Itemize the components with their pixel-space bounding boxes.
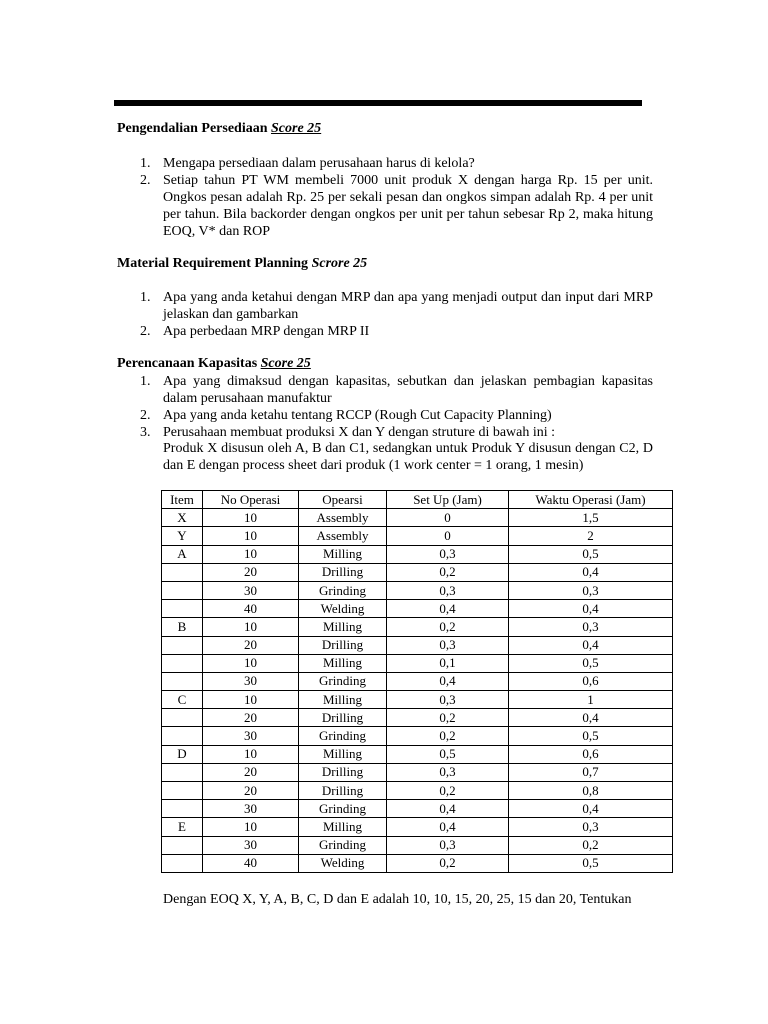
cell-operation: Drilling	[299, 709, 387, 727]
header-setup-time: Set Up (Jam)	[387, 491, 509, 509]
question-item	[117, 289, 653, 323]
table-row	[162, 800, 673, 818]
section-heading-mrp	[117, 256, 367, 272]
table-row	[162, 727, 673, 745]
cell-operation-number: 30	[203, 727, 299, 745]
table-row	[162, 636, 673, 654]
cell-setup-time: 0,4	[387, 818, 509, 836]
cell-item	[162, 763, 203, 781]
cell-item	[162, 800, 203, 818]
question-number: 2.	[140, 324, 151, 339]
cell-operation-time: 0,4	[509, 636, 673, 654]
question-item	[117, 407, 653, 424]
table-row	[162, 691, 673, 709]
cell-item: X	[162, 509, 203, 527]
question-item	[117, 155, 653, 172]
closing-text: Dengan EOQ X, Y, A, B, C, D dan E adalah 10, 10, 15, 20, 25, 15 dan 20, Tentukan	[163, 892, 632, 907]
cell-setup-time: 0,3	[387, 836, 509, 854]
table-row	[162, 545, 673, 563]
cell-operation-number: 20	[203, 709, 299, 727]
cell-setup-time: 0,1	[387, 654, 509, 672]
table-row	[162, 509, 673, 527]
cell-operation-number: 30	[203, 836, 299, 854]
cell-operation-time: 0,4	[509, 709, 673, 727]
question-item	[117, 172, 653, 240]
section-score: Scrore 25	[311, 256, 368, 271]
question-text: Apa yang anda ketahu tentang RCCP (Rough Cut Capacity Planning)	[163, 408, 552, 423]
cell-item: C	[162, 691, 203, 709]
question-item	[117, 424, 653, 441]
cell-setup-time: 0,3	[387, 691, 509, 709]
cell-operation: Milling	[299, 818, 387, 836]
cell-operation-time: 0,7	[509, 763, 673, 781]
cell-operation-time: 0,3	[509, 618, 673, 636]
cell-operation-number: 10	[203, 745, 299, 763]
cell-operation-time: 0,3	[509, 581, 673, 599]
table-row	[162, 782, 673, 800]
cell-operation: Grinding	[299, 581, 387, 599]
cell-item	[162, 854, 203, 872]
cell-operation-time: 0,4	[509, 800, 673, 818]
cell-operation-time: 1,5	[509, 509, 673, 527]
cell-operation: Milling	[299, 691, 387, 709]
cell-operation-number: 30	[203, 672, 299, 690]
cell-operation-time: 0,4	[509, 600, 673, 618]
cell-operation-number: 20	[203, 563, 299, 581]
table-row	[162, 563, 673, 581]
cell-operation: Milling	[299, 745, 387, 763]
table-row	[162, 854, 673, 872]
cell-operation: Milling	[299, 618, 387, 636]
top-rule	[114, 100, 642, 106]
cell-operation: Milling	[299, 654, 387, 672]
cell-operation: Welding	[299, 854, 387, 872]
table-row	[162, 672, 673, 690]
process-description: Produk X disusun oleh A, B dan C1, sedangkan untuk Produk Y disusun dengan C2, D dan E dengan process sheet dari produk (1 work center = 1 orang, 1 mesin)	[163, 441, 653, 473]
cell-setup-time: 0,2	[387, 782, 509, 800]
question-number: 2.	[140, 408, 151, 423]
question-number: 2.	[140, 173, 151, 188]
cell-operation-time: 0,5	[509, 545, 673, 563]
section-title: Pengendalian Persediaan	[117, 121, 268, 136]
cell-operation-time: 0,5	[509, 727, 673, 745]
cell-setup-time: 0,3	[387, 763, 509, 781]
cell-setup-time: 0,4	[387, 600, 509, 618]
section-heading-capacity	[117, 356, 311, 372]
question-text: Setiap tahun PT WM membeli 7000 unit produk X dengan harga Rp. 15 per unit. Ongkos pesan adalah Rp. 25 per sekali pesan dan ongkos simpan adalah Rp. 4 per unit per tahun. Bila backorder dengan ongkos per unit per tahun sebesar Rp 2, maka hitung EOQ, V* dan ROP	[163, 173, 653, 239]
cell-operation-time: 0,3	[509, 818, 673, 836]
cell-setup-time: 0,2	[387, 709, 509, 727]
question-text: Apa yang dimaksud dengan kapasitas, sebutkan dan jelaskan pembagian kapasitas dalam perusahaan manufaktur	[163, 374, 653, 406]
cell-setup-time: 0,3	[387, 545, 509, 563]
cell-operation: Grinding	[299, 836, 387, 854]
cell-operation-number: 20	[203, 782, 299, 800]
cell-item: A	[162, 545, 203, 563]
cell-operation-number: 10	[203, 545, 299, 563]
cell-item	[162, 727, 203, 745]
cell-operation-time: 2	[509, 527, 673, 545]
cell-operation: Milling	[299, 545, 387, 563]
cell-operation: Assembly	[299, 509, 387, 527]
cell-operation: Drilling	[299, 563, 387, 581]
cell-operation: Drilling	[299, 636, 387, 654]
cell-operation-number: 10	[203, 691, 299, 709]
cell-operation: Grinding	[299, 672, 387, 690]
cell-operation-number: 10	[203, 618, 299, 636]
question-list-inventory	[117, 155, 653, 240]
process-sheet-table	[161, 490, 673, 873]
header-item: Item	[162, 491, 203, 509]
cell-item: E	[162, 818, 203, 836]
cell-item	[162, 709, 203, 727]
header-operation: Opearsi	[299, 491, 387, 509]
cell-operation-time: 0,6	[509, 672, 673, 690]
question-text: Mengapa persediaan dalam perusahaan harus di kelola?	[163, 156, 475, 171]
header-operation-number: No Operasi	[203, 491, 299, 509]
cell-item	[162, 563, 203, 581]
cell-operation-time: 0,6	[509, 745, 673, 763]
section-heading-inventory	[117, 121, 321, 137]
question-number: 1.	[140, 374, 151, 389]
table-row	[162, 818, 673, 836]
question-text: Apa perbedaan MRP dengan MRP II	[163, 324, 370, 339]
cell-operation-time: 0,5	[509, 654, 673, 672]
cell-setup-time: 0,4	[387, 672, 509, 690]
question-list-capacity	[117, 373, 653, 441]
table-row	[162, 581, 673, 599]
cell-item	[162, 836, 203, 854]
table-header-row	[162, 491, 673, 509]
section-score: Score 25	[260, 356, 311, 371]
table-row	[162, 654, 673, 672]
cell-setup-time: 0,2	[387, 618, 509, 636]
table-body	[162, 509, 673, 873]
table-row	[162, 600, 673, 618]
cell-operation-time: 0,2	[509, 836, 673, 854]
cell-operation: Welding	[299, 600, 387, 618]
cell-item	[162, 636, 203, 654]
table-row	[162, 763, 673, 781]
cell-item	[162, 782, 203, 800]
cell-item	[162, 581, 203, 599]
cell-item: Y	[162, 527, 203, 545]
cell-operation-time: 1	[509, 691, 673, 709]
cell-operation-number: 20	[203, 636, 299, 654]
question-text: Apa yang anda ketahui dengan MRP dan apa yang menjadi output dan input dari MRP jelaskan dan gambarkan	[163, 290, 653, 322]
cell-setup-time: 0,3	[387, 636, 509, 654]
cell-setup-time: 0,2	[387, 854, 509, 872]
question-item	[117, 373, 653, 407]
cell-operation-time: 0,4	[509, 563, 673, 581]
cell-setup-time: 0,2	[387, 563, 509, 581]
cell-item	[162, 672, 203, 690]
cell-operation-number: 10	[203, 818, 299, 836]
question-text: Perusahaan membuat produksi X dan Y dengan struture di bawah ini :	[163, 425, 556, 440]
question-number: 3.	[140, 425, 151, 440]
cell-operation: Grinding	[299, 727, 387, 745]
cell-operation-number: 30	[203, 800, 299, 818]
cell-operation: Grinding	[299, 800, 387, 818]
cell-setup-time: 0,5	[387, 745, 509, 763]
header-operation-time: Waktu Operasi (Jam)	[509, 491, 673, 509]
cell-item	[162, 600, 203, 618]
cell-operation-number: 20	[203, 763, 299, 781]
cell-operation-number: 10	[203, 654, 299, 672]
cell-operation-number: 10	[203, 509, 299, 527]
question-number: 1.	[140, 156, 151, 171]
cell-operation-number: 10	[203, 527, 299, 545]
table-row	[162, 836, 673, 854]
cell-item: D	[162, 745, 203, 763]
cell-setup-time: 0	[387, 509, 509, 527]
cell-operation: Drilling	[299, 763, 387, 781]
cell-operation-time: 0,5	[509, 854, 673, 872]
section-title: Perencanaan Kapasitas	[117, 356, 258, 371]
section-score: Score 25	[271, 121, 322, 136]
table-row	[162, 745, 673, 763]
table-row	[162, 709, 673, 727]
cell-operation-time: 0,8	[509, 782, 673, 800]
cell-operation-number: 40	[203, 854, 299, 872]
table-row	[162, 618, 673, 636]
cell-operation-number: 40	[203, 600, 299, 618]
question-list-mrp	[117, 289, 653, 340]
question-number: 1.	[140, 290, 151, 305]
cell-operation: Assembly	[299, 527, 387, 545]
cell-setup-time: 0,2	[387, 727, 509, 745]
question-item	[117, 323, 653, 340]
section-title: Material Requirement Planning	[117, 256, 309, 271]
cell-operation-number: 30	[203, 581, 299, 599]
cell-setup-time: 0,4	[387, 800, 509, 818]
cell-operation: Drilling	[299, 782, 387, 800]
cell-item	[162, 654, 203, 672]
cell-setup-time: 0	[387, 527, 509, 545]
cell-item: B	[162, 618, 203, 636]
cell-setup-time: 0,3	[387, 581, 509, 599]
table-row	[162, 527, 673, 545]
